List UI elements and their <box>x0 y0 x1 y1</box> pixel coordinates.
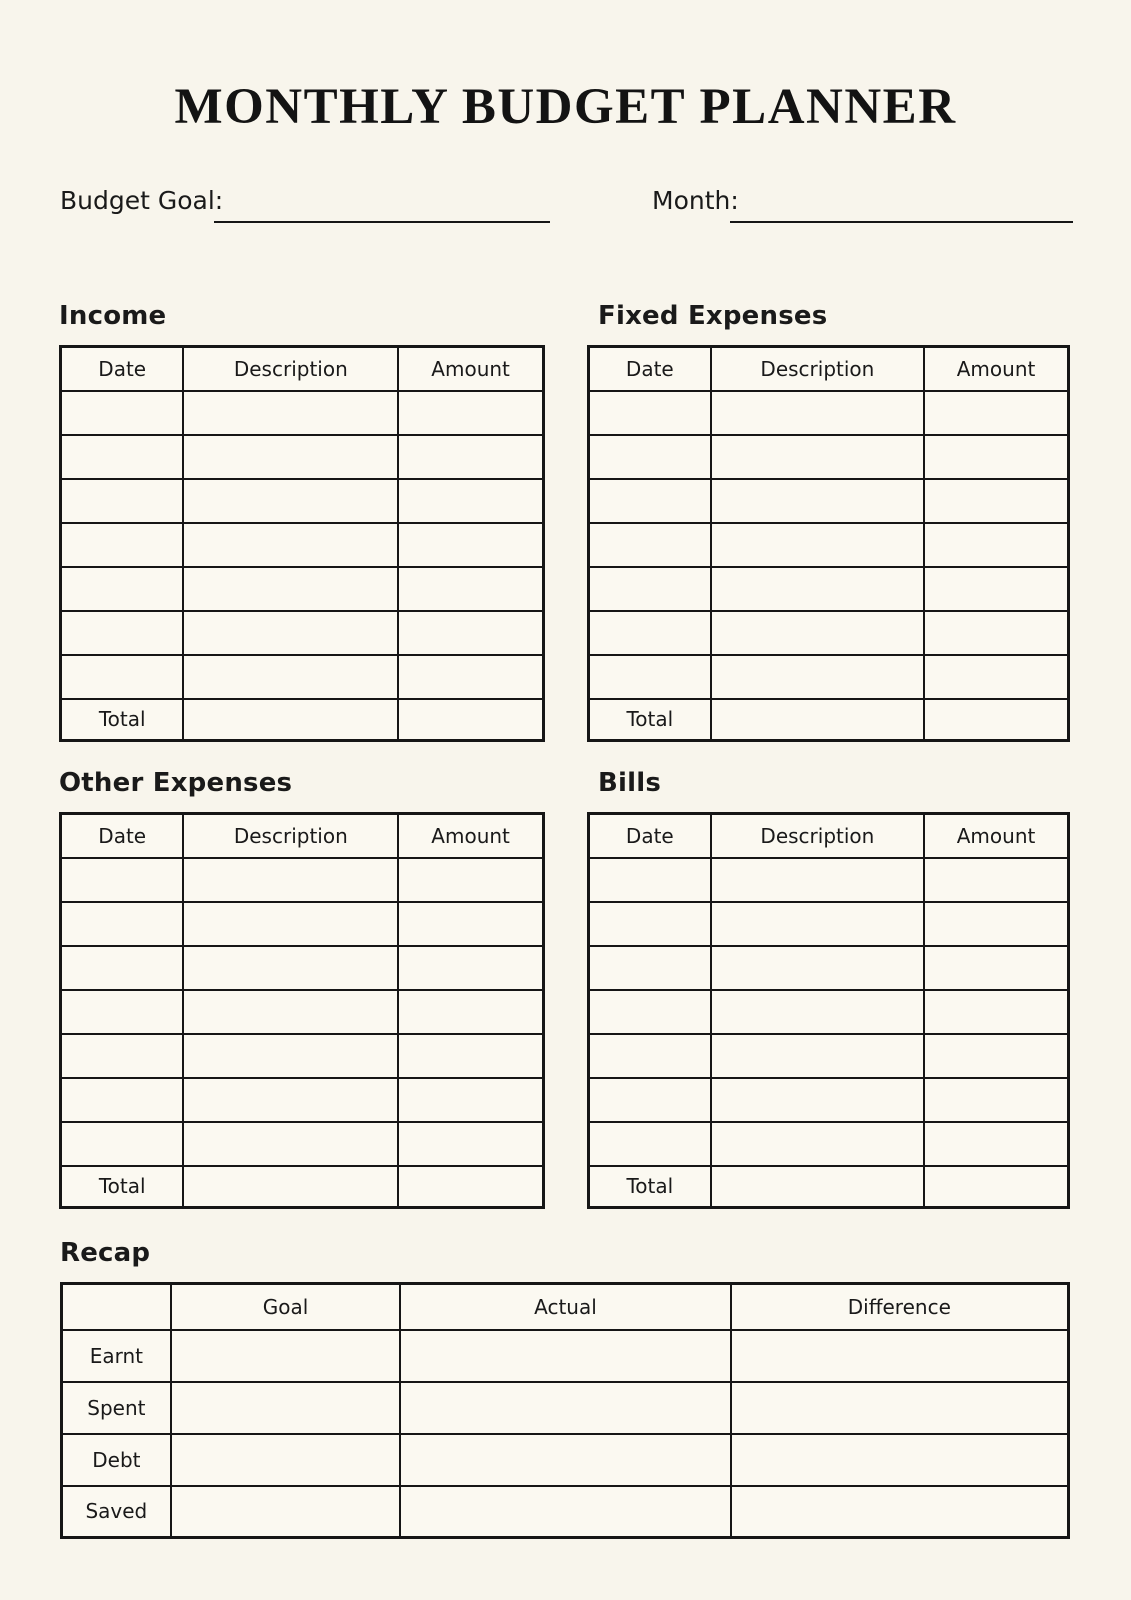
table-row <box>61 1122 544 1166</box>
fixed-expenses-section <box>587 302 1070 742</box>
table-row <box>61 990 544 1034</box>
empty-cell[interactable] <box>589 1034 711 1078</box>
recap-header-row <box>62 1284 1069 1330</box>
empty-cell[interactable] <box>589 1078 711 1122</box>
empty-cell[interactable] <box>398 902 543 946</box>
empty-cell[interactable] <box>61 655 184 699</box>
empty-cell[interactable] <box>711 990 924 1034</box>
total-label-cell: Total <box>589 1166 711 1208</box>
empty-cell[interactable] <box>924 990 1068 1034</box>
empty-cell[interactable] <box>183 858 398 902</box>
table-header-row <box>589 347 1069 391</box>
empty-cell[interactable] <box>589 611 711 655</box>
table-header-row <box>589 814 1069 858</box>
total-description-cell[interactable] <box>711 1166 924 1208</box>
empty-cell[interactable] <box>183 902 398 946</box>
table-row <box>589 611 1069 655</box>
table-row <box>61 567 544 611</box>
empty-cell[interactable] <box>711 611 924 655</box>
table-row <box>61 435 544 479</box>
budget-goal-label: Budget Goal: <box>60 186 224 215</box>
empty-cell[interactable] <box>61 479 184 523</box>
empty-cell[interactable] <box>589 1122 711 1166</box>
table-row <box>61 1078 544 1122</box>
empty-cell[interactable] <box>398 611 543 655</box>
empty-cell[interactable] <box>711 946 924 990</box>
recap-column-header-actual: Actual <box>400 1284 730 1330</box>
empty-cell[interactable] <box>711 479 924 523</box>
table-row <box>61 523 544 567</box>
empty-cell[interactable] <box>924 902 1068 946</box>
total-description-cell[interactable] <box>183 1166 398 1208</box>
empty-cell[interactable] <box>711 655 924 699</box>
empty-cell[interactable] <box>61 1078 184 1122</box>
empty-cell[interactable] <box>61 990 184 1034</box>
recap-row-earnt <box>62 1330 1069 1382</box>
empty-cell[interactable] <box>589 990 711 1034</box>
month-input-line[interactable] <box>730 221 1073 223</box>
empty-cell[interactable] <box>924 479 1068 523</box>
empty-cell[interactable] <box>183 523 398 567</box>
total-description-cell[interactable] <box>711 699 924 741</box>
empty-cell[interactable] <box>61 611 184 655</box>
total-row <box>589 699 1069 741</box>
empty-cell[interactable] <box>924 1122 1068 1166</box>
empty-cell[interactable] <box>589 435 711 479</box>
column-header-amount: Amount <box>398 347 543 391</box>
section-heading-other-expenses: Other Expenses <box>59 768 293 798</box>
empty-cell[interactable] <box>400 1434 730 1486</box>
recap-column-header-difference: Difference <box>731 1284 1069 1330</box>
section-heading-recap: Recap <box>60 1238 151 1268</box>
empty-cell[interactable] <box>711 1078 924 1122</box>
empty-cell[interactable] <box>183 479 398 523</box>
empty-cell[interactable] <box>589 523 711 567</box>
recap-table <box>60 1282 1070 1539</box>
empty-cell[interactable] <box>183 391 398 435</box>
total-amount-cell[interactable] <box>924 1166 1068 1208</box>
empty-cell[interactable] <box>711 391 924 435</box>
table-row <box>589 1034 1069 1078</box>
section-heading-bills: Bills <box>598 768 662 798</box>
column-header-amount: Amount <box>924 814 1068 858</box>
empty-cell[interactable] <box>924 1078 1068 1122</box>
empty-cell[interactable] <box>924 1034 1068 1078</box>
empty-cell[interactable] <box>924 946 1068 990</box>
empty-cell[interactable] <box>398 1122 543 1166</box>
column-header-description: Description <box>183 814 398 858</box>
empty-cell[interactable] <box>711 858 924 902</box>
empty-cell[interactable] <box>589 567 711 611</box>
table-row <box>589 391 1069 435</box>
empty-cell[interactable] <box>61 391 184 435</box>
empty-cell[interactable] <box>61 946 184 990</box>
table-row <box>61 1034 544 1078</box>
column-header-date: Date <box>61 347 184 391</box>
empty-cell[interactable] <box>589 391 711 435</box>
empty-cell[interactable] <box>61 523 184 567</box>
table-row <box>589 902 1069 946</box>
table-row <box>61 858 544 902</box>
total-label-cell: Total <box>61 1166 184 1208</box>
empty-cell[interactable] <box>711 523 924 567</box>
empty-cell[interactable] <box>183 946 398 990</box>
table-row <box>589 1122 1069 1166</box>
table-header-row <box>61 347 544 391</box>
column-header-amount: Amount <box>398 814 543 858</box>
total-row <box>61 1166 544 1208</box>
empty-cell[interactable] <box>61 567 184 611</box>
empty-cell[interactable] <box>711 1034 924 1078</box>
empty-cell[interactable] <box>400 1486 730 1538</box>
empty-cell[interactable] <box>924 655 1068 699</box>
table-row <box>589 655 1069 699</box>
empty-cell[interactable] <box>398 567 543 611</box>
table-row <box>589 946 1069 990</box>
table-row <box>589 435 1069 479</box>
empty-cell[interactable] <box>183 1034 398 1078</box>
recap-row-label: Spent <box>62 1382 171 1434</box>
empty-cell[interactable] <box>589 858 711 902</box>
column-header-date: Date <box>61 814 184 858</box>
empty-cell[interactable] <box>924 858 1068 902</box>
empty-cell[interactable] <box>183 990 398 1034</box>
empty-cell[interactable] <box>731 1330 1069 1382</box>
recap-row-spent <box>62 1382 1069 1434</box>
table-row <box>61 946 544 990</box>
recap-row-label: Earnt <box>62 1330 171 1382</box>
column-header-description: Description <box>711 347 924 391</box>
table-row <box>589 1078 1069 1122</box>
other-expenses-section <box>59 769 545 1209</box>
empty-cell[interactable] <box>398 479 543 523</box>
total-description-cell[interactable] <box>183 699 398 741</box>
column-header-description: Description <box>183 347 398 391</box>
recap-corner-cell <box>62 1284 171 1330</box>
empty-cell[interactable] <box>731 1486 1069 1538</box>
empty-cell[interactable] <box>398 990 543 1034</box>
column-header-date: Date <box>589 814 711 858</box>
empty-cell[interactable] <box>171 1434 401 1486</box>
income-table <box>59 345 545 742</box>
empty-cell[interactable] <box>400 1382 730 1434</box>
empty-cell[interactable] <box>183 611 398 655</box>
empty-cell[interactable] <box>183 1078 398 1122</box>
recap-section <box>60 1239 1070 1539</box>
empty-cell[interactable] <box>183 567 398 611</box>
fixed-expenses-table <box>587 345 1070 742</box>
empty-cell[interactable] <box>711 435 924 479</box>
table-row <box>589 858 1069 902</box>
empty-cell[interactable] <box>924 567 1068 611</box>
bills-table <box>587 812 1070 1209</box>
income-section <box>59 302 545 742</box>
empty-cell[interactable] <box>589 902 711 946</box>
empty-cell[interactable] <box>711 902 924 946</box>
empty-cell[interactable] <box>589 655 711 699</box>
empty-cell[interactable] <box>61 902 184 946</box>
empty-cell[interactable] <box>398 391 543 435</box>
empty-cell[interactable] <box>711 567 924 611</box>
empty-cell[interactable] <box>398 435 543 479</box>
empty-cell[interactable] <box>731 1434 1069 1486</box>
empty-cell[interactable] <box>589 479 711 523</box>
total-amount-cell[interactable] <box>924 699 1068 741</box>
total-label-cell: Total <box>589 699 711 741</box>
section-heading-fixed-expenses: Fixed Expenses <box>598 301 828 331</box>
empty-cell[interactable] <box>61 858 184 902</box>
empty-cell[interactable] <box>398 1034 543 1078</box>
total-label-cell: Total <box>61 699 184 741</box>
empty-cell[interactable] <box>171 1330 401 1382</box>
empty-cell[interactable] <box>398 1078 543 1122</box>
recap-row-debt <box>62 1434 1069 1486</box>
empty-cell[interactable] <box>589 946 711 990</box>
recap-column-header-goal: Goal <box>171 1284 401 1330</box>
budget-goal-input-line[interactable] <box>214 221 550 223</box>
table-row <box>61 611 544 655</box>
other-expenses-table <box>59 812 545 1209</box>
total-amount-cell[interactable] <box>398 1166 543 1208</box>
table-row <box>589 990 1069 1034</box>
recap-row-label: Debt <box>62 1434 171 1486</box>
empty-cell[interactable] <box>398 655 543 699</box>
total-row <box>589 1166 1069 1208</box>
page-title: MONTHLY BUDGET PLANNER <box>174 79 957 135</box>
column-header-date: Date <box>589 347 711 391</box>
table-row <box>589 567 1069 611</box>
empty-cell[interactable] <box>711 1122 924 1166</box>
table-row <box>61 391 544 435</box>
table-row <box>589 479 1069 523</box>
empty-cell[interactable] <box>731 1382 1069 1434</box>
table-row <box>61 479 544 523</box>
table-row <box>589 523 1069 567</box>
total-row <box>61 699 544 741</box>
column-header-description: Description <box>711 814 924 858</box>
empty-cell[interactable] <box>183 435 398 479</box>
bills-section <box>587 769 1070 1209</box>
table-header-row <box>61 814 544 858</box>
recap-row-saved <box>62 1486 1069 1538</box>
empty-cell[interactable] <box>398 946 543 990</box>
total-amount-cell[interactable] <box>398 699 543 741</box>
empty-cell[interactable] <box>171 1382 401 1434</box>
empty-cell[interactable] <box>400 1330 730 1382</box>
empty-cell[interactable] <box>171 1486 401 1538</box>
empty-cell[interactable] <box>61 435 184 479</box>
table-row <box>61 902 544 946</box>
empty-cell[interactable] <box>183 655 398 699</box>
empty-cell[interactable] <box>183 1122 398 1166</box>
empty-cell[interactable] <box>924 611 1068 655</box>
empty-cell[interactable] <box>61 1122 184 1166</box>
empty-cell[interactable] <box>924 391 1068 435</box>
month-label: Month: <box>652 186 739 215</box>
empty-cell[interactable] <box>924 523 1068 567</box>
section-heading-income: Income <box>59 301 167 331</box>
recap-row-label: Saved <box>62 1486 171 1538</box>
empty-cell[interactable] <box>924 435 1068 479</box>
empty-cell[interactable] <box>61 1034 184 1078</box>
table-row <box>61 655 544 699</box>
empty-cell[interactable] <box>398 523 543 567</box>
column-header-amount: Amount <box>924 347 1068 391</box>
empty-cell[interactable] <box>398 858 543 902</box>
